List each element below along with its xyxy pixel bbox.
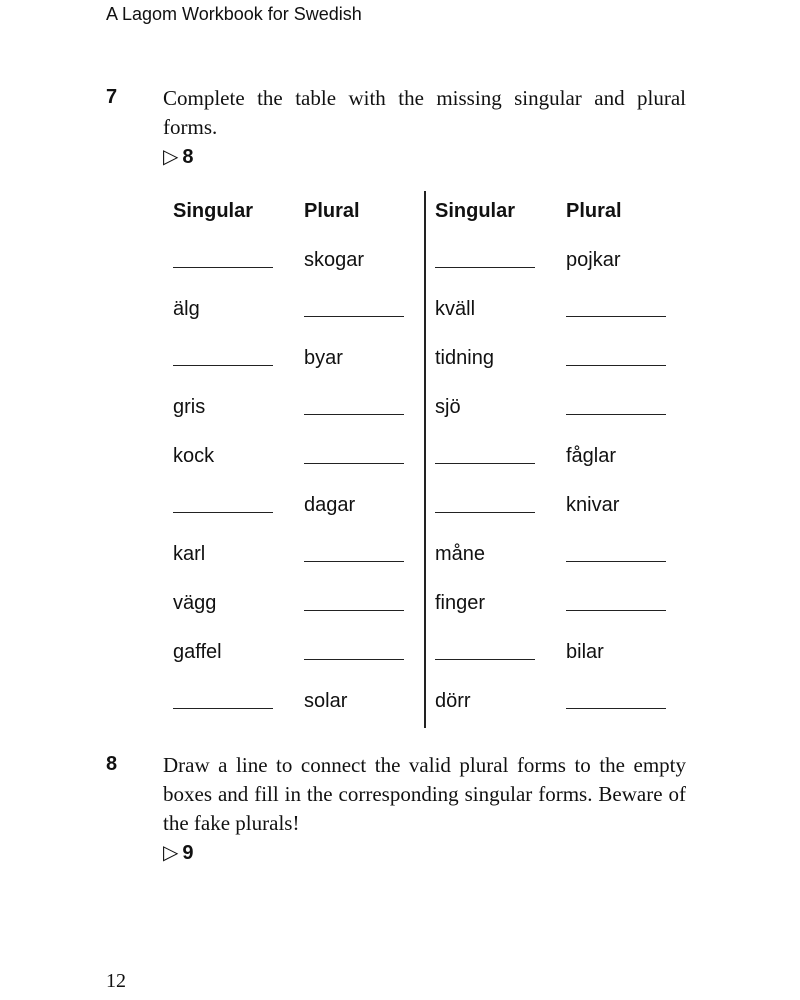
blank-answer-field[interactable] — [435, 445, 535, 470]
blank-answer-field[interactable] — [304, 396, 404, 421]
table-word: gaffel — [173, 641, 222, 663]
blank-answer-field[interactable] — [435, 249, 535, 274]
table-word: kock — [173, 445, 215, 467]
table-word: dagar — [304, 494, 356, 516]
table-word: pojkar — [566, 249, 621, 271]
blank-answer-field[interactable] — [566, 396, 666, 421]
table-word: solar — [304, 690, 348, 712]
running-head: A Lagom Workbook for Swedish — [106, 4, 362, 24]
cross-reference-arrow-icon: ▷ — [163, 842, 179, 864]
table-word: älg — [173, 298, 200, 320]
blank-line — [566, 543, 666, 562]
blank-answer-field[interactable] — [173, 249, 273, 274]
table-word: bilar — [566, 641, 604, 663]
blank-answer-field[interactable] — [566, 298, 666, 323]
table-word: gris — [173, 396, 206, 418]
cross-reference-arrow-icon: ▷ — [163, 146, 179, 168]
blank-line — [435, 249, 535, 268]
blank-line — [304, 445, 404, 464]
table-header-right-plural: Plural — [566, 200, 622, 222]
blank-line — [173, 347, 273, 366]
blank-line — [435, 641, 535, 660]
table-word: dörr — [435, 690, 471, 712]
blank-answer-field[interactable] — [304, 592, 404, 617]
exercise-7-reference — [163, 144, 194, 169]
blank-line — [304, 592, 404, 611]
singular-plural-table — [173, 200, 693, 720]
blank-line — [566, 347, 666, 366]
blank-answer-field[interactable] — [435, 494, 535, 519]
blank-answer-field[interactable] — [304, 543, 404, 568]
blank-line — [566, 690, 666, 709]
table-word: måne — [435, 543, 486, 565]
table-word: byar — [304, 347, 343, 369]
blank-answer-field[interactable] — [304, 298, 404, 323]
blank-line — [304, 298, 404, 317]
blank-answer-field[interactable] — [435, 641, 535, 666]
blank-line — [435, 445, 535, 464]
blank-line — [566, 592, 666, 611]
blank-answer-field[interactable] — [173, 494, 273, 519]
blank-line — [304, 543, 404, 562]
blank-line — [566, 396, 666, 415]
table-word: vägg — [173, 592, 217, 614]
blank-line — [304, 641, 404, 660]
blank-answer-field[interactable] — [566, 347, 666, 372]
blank-answer-field[interactable] — [304, 445, 404, 470]
table-word: fåglar — [566, 445, 617, 467]
table-word: skogar — [304, 249, 365, 271]
blank-line — [173, 494, 273, 513]
blank-answer-field[interactable] — [173, 690, 273, 715]
exercise-8-reference — [163, 840, 194, 865]
exercise-8-reference-number: 9 — [182, 842, 194, 864]
table-word: knivar — [566, 494, 620, 516]
exercise-8-instruction: Draw a line to connect the valid plural forms to the empty boxes and fill in the corresponding singular forms. Beware of the fake plurals! — [163, 753, 686, 835]
table-header-right-singular: Singular — [435, 200, 516, 222]
page-number: 12 — [106, 970, 126, 992]
table-word: kväll — [435, 298, 476, 320]
blank-answer-field[interactable] — [566, 543, 666, 568]
table-header-left-singular: Singular — [173, 200, 254, 222]
table-header-left-plural: Plural — [304, 200, 360, 222]
table-word: karl — [173, 543, 206, 565]
blank-line — [173, 249, 273, 268]
exercise-8-number: 8 — [106, 753, 118, 775]
blank-answer-field[interactable] — [304, 641, 404, 666]
exercise-7-instruction: Complete the table with the missing singular and plural forms. — [163, 86, 686, 139]
exercise-7-number: 7 — [106, 86, 118, 108]
blank-answer-field[interactable] — [566, 592, 666, 617]
blank-line — [566, 298, 666, 317]
blank-line — [304, 396, 404, 415]
table-word: finger — [435, 592, 486, 614]
blank-line — [435, 494, 535, 513]
blank-answer-field[interactable] — [173, 347, 273, 372]
table-word: sjö — [435, 396, 461, 418]
blank-line — [173, 690, 273, 709]
blank-answer-field[interactable] — [566, 690, 666, 715]
exercise-7-reference-number: 8 — [182, 146, 194, 168]
table-word: tidning — [435, 347, 494, 369]
